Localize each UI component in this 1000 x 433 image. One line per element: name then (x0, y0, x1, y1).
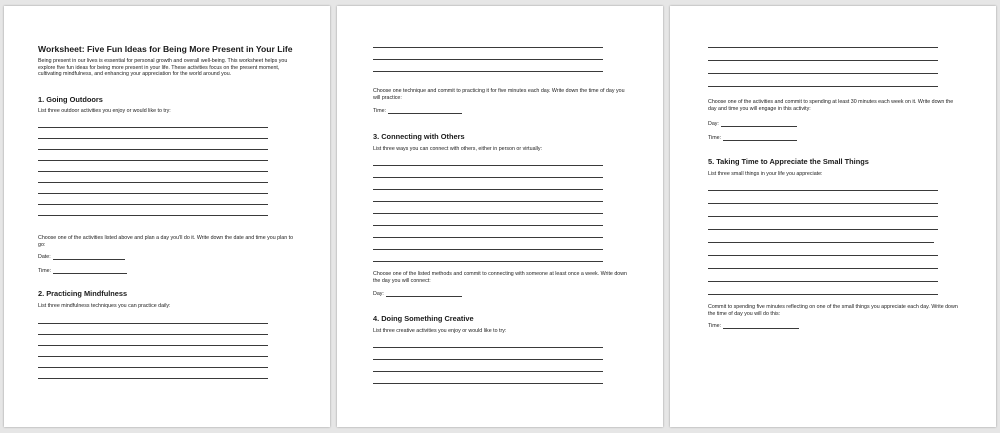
answer-line[interactable] (708, 86, 938, 87)
answer-line[interactable] (708, 73, 938, 74)
section-followup: Commit to spending five minutes reflecting on one of the small things you appreciate each day. Write down the time of day you will do this: (708, 304, 958, 317)
answer-line[interactable] (38, 127, 268, 128)
section-heading-going-outdoors: 1. Going Outdoors (38, 95, 103, 104)
intro-paragraph: Being present in our lives is essential for personal growth and overall well-being. This worksheet helps you explore five fun ideas for being more present in your life. These activities focus on the present moment, cultivating mindfulness, and enhancing your appreciation for the world around you. (38, 58, 288, 78)
answer-line[interactable] (38, 215, 268, 216)
section-heading-taking-time-to-appreciate: 5. Taking Time to Appreciate the Small Things (708, 157, 869, 166)
date-label: Date: (38, 254, 51, 260)
answer-line[interactable] (38, 193, 268, 194)
answer-line[interactable] (373, 225, 603, 226)
time-blank[interactable] (388, 107, 462, 114)
answer-line[interactable] (708, 268, 938, 269)
section-followup: Choose one of the activities and commit to spending at least 30 minutes each week on it. Write down the day and time you will engage in this activity: (708, 99, 954, 112)
answer-line[interactable] (373, 165, 603, 166)
answer-line[interactable] (708, 60, 938, 61)
answer-line[interactable] (38, 345, 268, 346)
time-blank[interactable] (723, 134, 797, 141)
section-prompt: List three small things in your life you appreciate: (708, 171, 823, 177)
answer-line[interactable] (38, 356, 268, 357)
answer-line[interactable] (38, 149, 268, 150)
answer-line[interactable] (373, 177, 603, 178)
section-prompt: List three creative activities you enjoy or would like to try: (373, 328, 507, 334)
document-page-2 (337, 6, 663, 427)
answer-line[interactable] (373, 347, 603, 348)
document-page-3 (670, 6, 996, 427)
day-label: Day: (708, 121, 719, 127)
answer-line[interactable] (373, 359, 603, 360)
answer-line[interactable] (708, 203, 938, 204)
answer-line[interactable] (708, 47, 938, 48)
document-page-1 (4, 6, 330, 427)
worksheet-title: Worksheet: Five Fun Ideas for Being More Present in Your Life (38, 44, 293, 54)
section-heading-doing-something-creative: 4. Doing Something Creative (373, 314, 474, 323)
answer-line[interactable] (38, 367, 268, 368)
answer-line[interactable] (38, 160, 268, 161)
answer-line[interactable] (38, 378, 268, 379)
answer-line[interactable] (373, 71, 603, 72)
date-field[interactable] (38, 253, 125, 261)
section-followup: Choose one of the listed methods and commit to connecting with someone at least once a week. Write down the day you will connect: (373, 271, 627, 284)
answer-line[interactable] (373, 383, 603, 384)
section-prompt: List three outdoor activities you enjoy or would like to try: (38, 108, 171, 114)
answer-line[interactable] (38, 334, 268, 335)
answer-line[interactable] (708, 255, 938, 256)
answer-line[interactable] (708, 190, 938, 191)
day-blank[interactable] (386, 290, 462, 297)
time-field[interactable] (708, 134, 797, 142)
time-blank[interactable] (723, 322, 799, 329)
answer-line[interactable] (38, 171, 268, 172)
section-heading-connecting-with-others: 3. Connecting with Others (373, 132, 465, 141)
answer-line[interactable] (373, 189, 603, 190)
answer-line[interactable] (373, 47, 603, 48)
time-blank[interactable] (53, 267, 127, 274)
answer-line[interactable] (38, 323, 268, 324)
day-field[interactable] (373, 290, 462, 298)
day-field[interactable] (708, 120, 797, 128)
day-blank[interactable] (721, 120, 797, 127)
answer-line[interactable] (373, 201, 603, 202)
section-followup: Choose one technique and commit to practicing it for five minutes each day. Write down the time of day you will practice: (373, 88, 625, 101)
answer-line[interactable] (708, 216, 938, 217)
answer-line[interactable] (708, 294, 938, 295)
answer-line[interactable] (373, 371, 603, 372)
time-label: Time: (708, 135, 722, 141)
answer-line[interactable] (373, 237, 603, 238)
section-prompt: List three ways you can connect with others, either in person or virtually: (373, 146, 542, 152)
answer-line[interactable] (373, 261, 603, 262)
time-field[interactable] (373, 107, 462, 115)
time-field[interactable] (708, 322, 799, 330)
answer-line[interactable] (38, 138, 268, 139)
answer-line[interactable] (373, 249, 603, 250)
day-label: Day: (373, 291, 384, 297)
section-followup: Choose one of the activities listed above and plan a day you'll do it. Write down the date and time you plan to go: (38, 235, 294, 248)
time-label: Time: (373, 108, 387, 114)
section-prompt: List three mindfulness techniques you can practice daily: (38, 303, 171, 309)
answer-line[interactable] (373, 213, 603, 214)
answer-line[interactable] (708, 229, 938, 230)
time-label: Time: (708, 323, 722, 329)
time-label: Time: (38, 268, 52, 274)
date-blank[interactable] (53, 253, 125, 260)
section-heading-practicing-mindfulness: 2. Practicing Mindfulness (38, 289, 128, 298)
answer-line[interactable] (373, 59, 603, 60)
answer-line[interactable] (708, 242, 934, 243)
time-field[interactable] (38, 267, 127, 275)
answer-line[interactable] (708, 281, 938, 282)
answer-line[interactable] (38, 182, 268, 183)
answer-line[interactable] (38, 204, 268, 205)
